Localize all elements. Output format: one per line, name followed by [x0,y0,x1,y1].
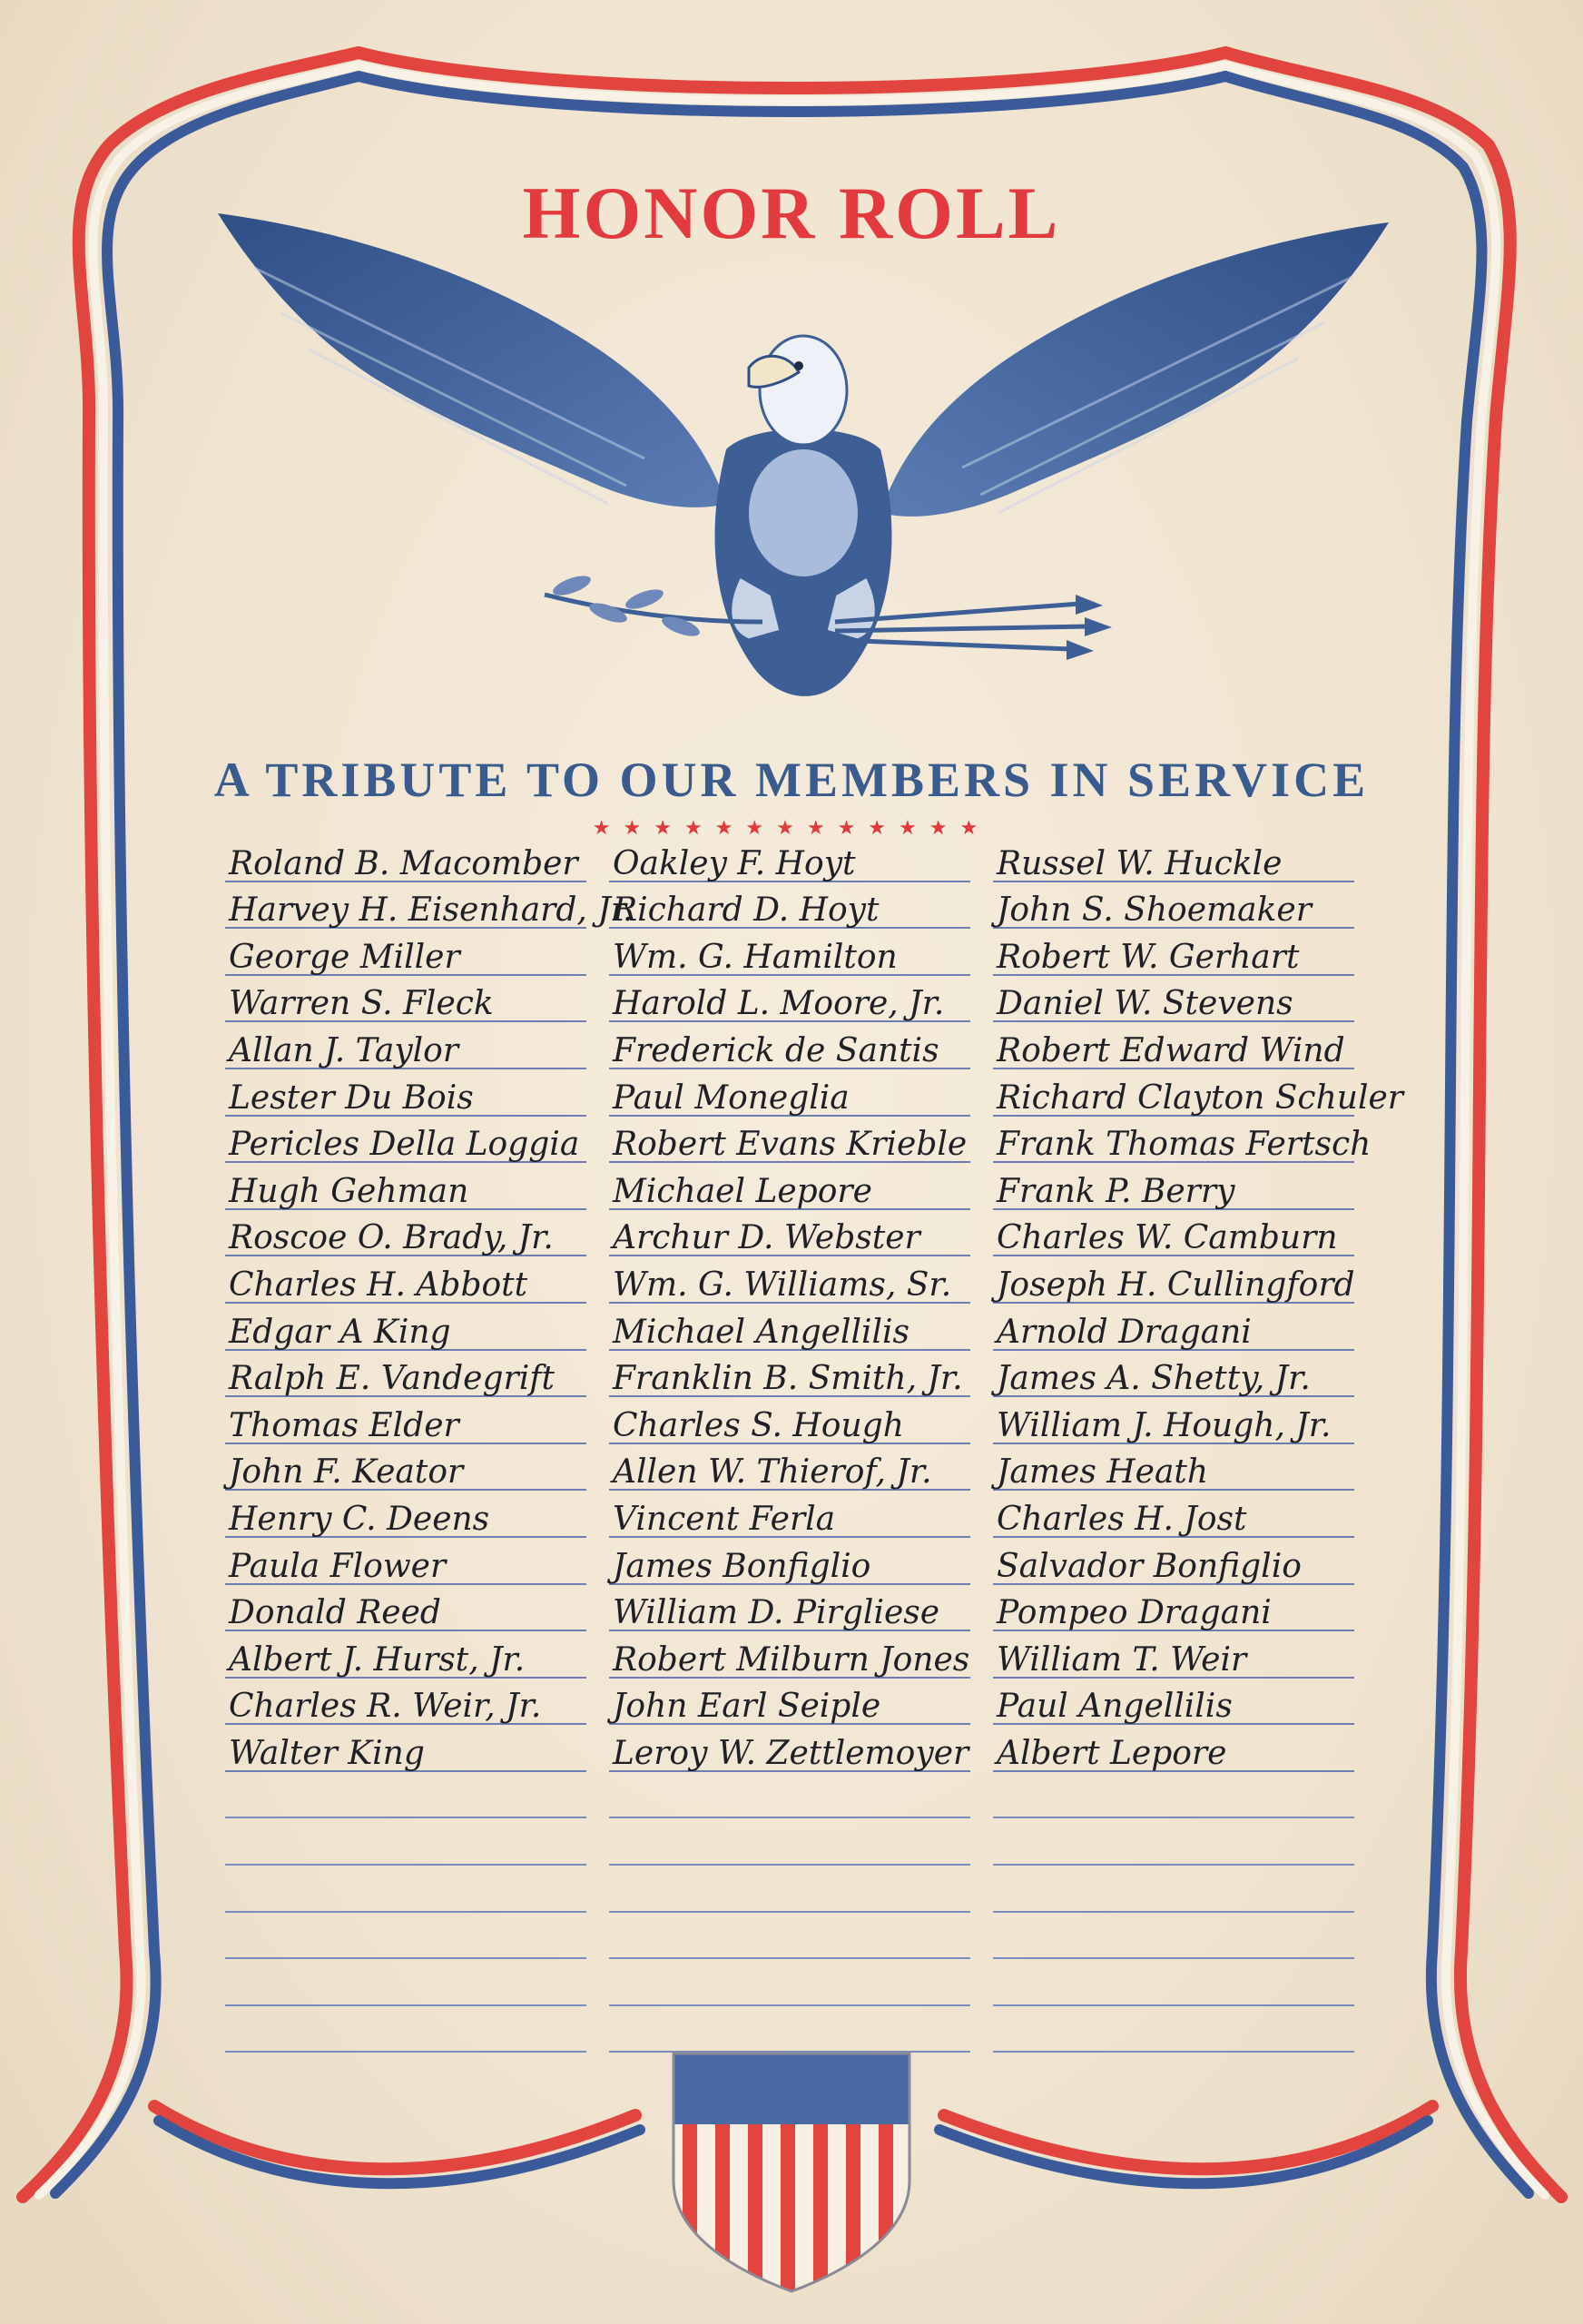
honor-name: Wm. G. Williams, Sr. [609,1256,970,1304]
honor-name: Ralph E. Vandegrift [225,1351,586,1398]
honor-name: Allan J. Taylor [225,1022,586,1069]
honor-name: Paul Moneglia [609,1069,970,1117]
honor-name: John F. Keator [225,1444,586,1492]
honor-name: Leroy W. Zettlemoyer [609,1725,970,1772]
honor-name: Hugh Gehman [225,1163,586,1210]
honor-name: Charles H. Abbott [225,1256,586,1304]
honor-name: William J. Hough, Jr. [993,1397,1354,1444]
honor-name: Walter King [225,1725,586,1772]
honor-name: Donald Reed [225,1585,586,1632]
honor-name: James Bonfiglio [609,1538,970,1585]
honor-name: Harvey H. Eisenhard, Jr. [225,882,586,930]
honor-name: James Heath [993,1444,1354,1492]
eagle-emblem-icon [218,213,1389,731]
honor-name: Charles W. Camburn [993,1210,1354,1257]
honor-name: Charles R. Weir, Jr. [225,1679,586,1726]
blank-name-line [609,1913,970,1960]
page-subtitle: A TRIBUTE TO OUR MEMBERS IN SERVICE [213,753,1370,807]
honor-name: Charles H. Jost [993,1491,1354,1538]
honor-name: Robert W. Gerhart [993,929,1354,976]
honor-name: William T. Weir [993,1631,1354,1679]
honor-name: Arnold Dragani [993,1304,1354,1351]
honor-name: Archur D. Webster [609,1210,970,1257]
blank-name-line [993,2006,1354,2053]
honor-name: Michael Lepore [609,1163,970,1210]
honor-name: Wm. G. Hamilton [609,929,970,976]
honor-name: Joseph H. Cullingford [993,1256,1354,1304]
honor-name: Robert Edward Wind [993,1022,1354,1069]
blank-name-line [609,1866,970,1913]
honor-name: William D. Pirgliese [609,1585,970,1632]
honor-name: Vincent Ferla [609,1491,970,1538]
star-row-icon: ★★★★★★★★★★★★★ [592,817,991,840]
honor-name: John S. Shoemaker [993,882,1354,930]
honor-name: Harold L. Moore, Jr. [609,976,970,1023]
honor-name: Pericles Della Loggia [225,1117,586,1164]
honor-name: Roscoe O. Brady, Jr. [225,1210,586,1257]
blank-name-line [609,1959,970,2006]
honor-name: Russel W. Huckle [993,835,1354,882]
honor-name: Frank P. Berry [993,1163,1354,1210]
honor-name: Pompeo Dragani [993,1585,1354,1632]
blank-name-line [993,1913,1354,1960]
names-column-2 [609,835,970,2053]
us-shield-icon [664,2053,919,2291]
blank-name-line [225,1913,586,1960]
honor-name: George Miller [225,929,586,976]
blank-name-line [993,1959,1354,2006]
honor-name: John Earl Seiple [609,1679,970,1726]
names-column-3 [993,835,1403,2053]
blank-name-line [225,1818,586,1866]
honor-name: Daniel W. Stevens [993,976,1354,1023]
honor-name: Charles S. Hough [609,1397,970,1444]
honor-name: Oakley F. Hoyt [609,835,970,882]
honor-name: Allen W. Thierof, Jr. [609,1444,970,1492]
blank-name-line [225,1959,586,2006]
honor-name: Paula Flower [225,1538,586,1585]
honor-name: Edgar A King [225,1304,586,1351]
honor-name: Frank Thomas Fertsch [993,1117,1354,1164]
blank-name-line [993,1772,1354,1819]
blank-name-line [225,1866,586,1913]
blank-name-line [993,1818,1354,1866]
honor-name: Lester Du Bois [225,1069,586,1117]
honor-name: Warren S. Fleck [225,976,586,1023]
honor-name: Robert Evans Krieble [609,1117,970,1164]
blank-name-line [225,2006,586,2053]
names-grid [225,835,1403,2053]
honor-name: Albert Lepore [993,1725,1354,1772]
blank-name-line [609,2006,970,2053]
honor-name: Robert Milburn Jones [609,1631,970,1679]
honor-name: Paul Angellilis [993,1679,1354,1726]
honor-name: Henry C. Deens [225,1491,586,1538]
honor-name: Frederick de Santis [609,1022,970,1069]
honor-name: Richard D. Hoyt [609,882,970,930]
blank-name-line [609,1818,970,1866]
honor-name: Roland B. Macomber [225,835,586,882]
honor-name: Franklin B. Smith, Jr. [609,1351,970,1398]
page-title: HONOR ROLL [522,172,1061,254]
honor-name: Albert J. Hurst, Jr. [225,1631,586,1679]
names-column-1 [225,835,634,2053]
honor-name: Salvador Bonfiglio [993,1538,1354,1585]
honor-name: James A. Shetty, Jr. [993,1351,1354,1398]
blank-name-line [225,1772,586,1819]
blank-name-line [993,1866,1354,1913]
honor-name: Richard Clayton Schuler [993,1069,1354,1117]
honor-name: Michael Angellilis [609,1304,970,1351]
blank-name-line [609,1772,970,1819]
honor-name: Thomas Elder [225,1397,586,1444]
